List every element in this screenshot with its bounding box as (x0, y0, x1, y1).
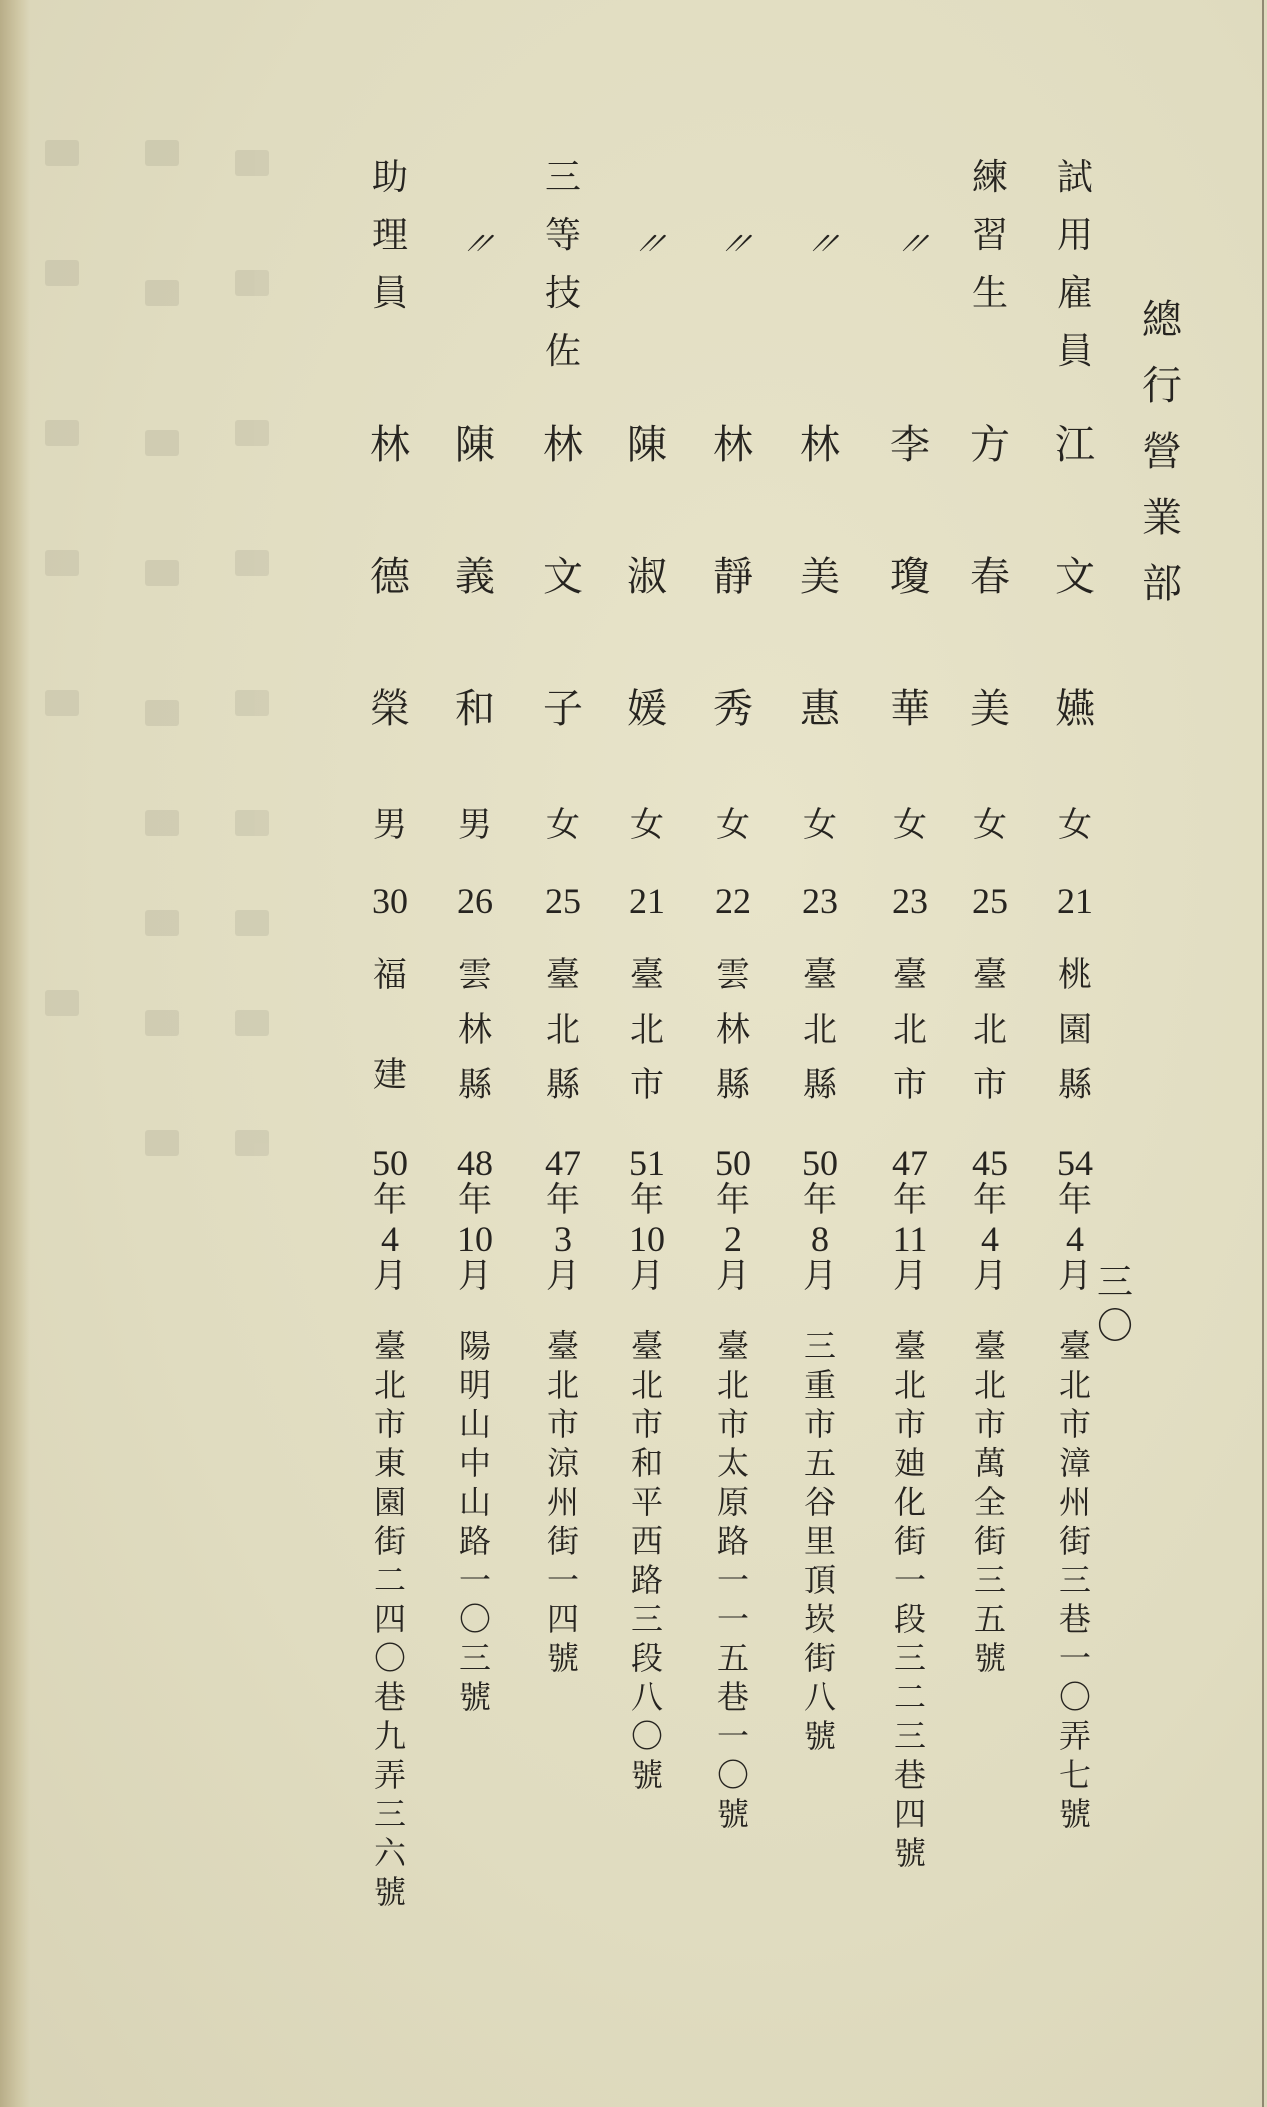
row-address: 臺 北 市 東 園 街 二 四 〇 巷 九 弄 三 六 號 (373, 1327, 406, 1911)
row-address: 陽 明 山 中 山 路 一 〇 三 號 (458, 1327, 491, 1716)
row-title: 〃 (887, 225, 933, 265)
row-hire-date: 47 年 3 月 (545, 1143, 581, 1296)
row-name: 陳 義 和 (455, 422, 495, 732)
row-hire-date: 54 年 4 月 (1057, 1143, 1093, 1296)
row-title: 〃 (452, 225, 498, 265)
row-sex: 女 (1058, 805, 1092, 845)
row-title: 助 理 員 (371, 157, 408, 314)
row-origin: 雲 林 縣 (716, 955, 750, 1105)
row-origin: 臺 北 縣 (546, 955, 580, 1105)
row-origin: 臺 北 市 (893, 955, 927, 1105)
row-age: 26 (457, 881, 493, 921)
row-title: 三 等 技 佐 (544, 157, 581, 372)
row-age: 21 (1057, 881, 1093, 921)
row-origin: 雲 林 縣 (458, 955, 492, 1105)
bleed-through-text (35, 130, 335, 1430)
row-age: 23 (802, 881, 838, 921)
row-sex: 女 (803, 805, 837, 845)
page-edge-line (1262, 0, 1264, 2107)
row-age: 22 (715, 881, 751, 921)
section-title (1132, 297, 1192, 630)
row-title: 練 習 生 (971, 157, 1008, 314)
row-title: 試 用 雇 員 (1056, 157, 1093, 372)
row-name: 林 美 惠 (800, 422, 840, 732)
row-hire-date: 50 年 2 月 (715, 1143, 751, 1296)
row-origin: 福 建 (373, 955, 407, 1095)
row-name: 林 靜 秀 (713, 422, 753, 732)
row-address: 臺 北 市 廸 化 街 一 段 三 二 三 巷 四 號 (893, 1327, 926, 1872)
row-title: 〃 (797, 225, 843, 265)
row-name: 林 德 榮 (370, 422, 410, 732)
row-hire-date: 50 年 8 月 (802, 1143, 838, 1296)
row-name: 方 春 美 (970, 422, 1010, 732)
row-sex: 女 (546, 805, 580, 845)
row-sex: 男 (373, 805, 407, 845)
row-sex: 女 (716, 805, 750, 845)
row-name: 李 瓊 華 (890, 422, 930, 732)
book-spine-shadow (0, 0, 30, 2107)
row-hire-date: 47 年 11 月 (892, 1143, 928, 1296)
page-number-text: 三 〇 (1096, 1262, 1133, 1347)
row-address: 三 重 市 五 谷 里 頂 崁 街 八 號 (803, 1327, 836, 1755)
section-title-text: 總 行 營 業 部 (1142, 297, 1182, 607)
row-origin: 臺 北 市 (973, 955, 1007, 1105)
row-title: 〃 (624, 225, 670, 265)
row-name: 林 文 子 (543, 422, 583, 732)
row-hire-date: 48 年 10 月 (457, 1143, 493, 1296)
row-hire-date: 45 年 4 月 (972, 1143, 1008, 1296)
row-address: 臺 北 市 涼 州 街 一 四 號 (546, 1327, 579, 1677)
row-origin: 桃 園 縣 (1058, 955, 1092, 1105)
row-hire-date: 51 年 10 月 (629, 1143, 665, 1296)
row-origin: 臺 北 市 (630, 955, 664, 1105)
row-hire-date: 50 年 4 月 (372, 1143, 408, 1296)
row-age: 30 (372, 881, 408, 921)
row-sex: 女 (630, 805, 664, 845)
row-age: 21 (629, 881, 665, 921)
row-sex: 女 (893, 805, 927, 845)
row-name: 江 文 嬿 (1055, 422, 1095, 732)
row-name: 陳 淑 媛 (627, 422, 667, 732)
row-address: 臺 北 市 太 原 路 一 一 五 巷 一 〇 號 (716, 1327, 749, 1833)
row-age: 25 (972, 881, 1008, 921)
row-address: 臺 北 市 萬 全 街 三 五 號 (973, 1327, 1006, 1677)
row-address: 臺 北 市 和 平 西 路 三 段 八 〇 號 (630, 1327, 663, 1794)
row-origin: 臺 北 縣 (803, 955, 837, 1105)
row-title: 〃 (710, 225, 756, 265)
row-age: 23 (892, 881, 928, 921)
row-age: 25 (545, 881, 581, 921)
row-sex: 男 (458, 805, 492, 845)
row-address: 臺 北 市 漳 州 街 三 巷 一 〇 弄 七 號 (1058, 1327, 1091, 1833)
row-sex: 女 (973, 805, 1007, 845)
